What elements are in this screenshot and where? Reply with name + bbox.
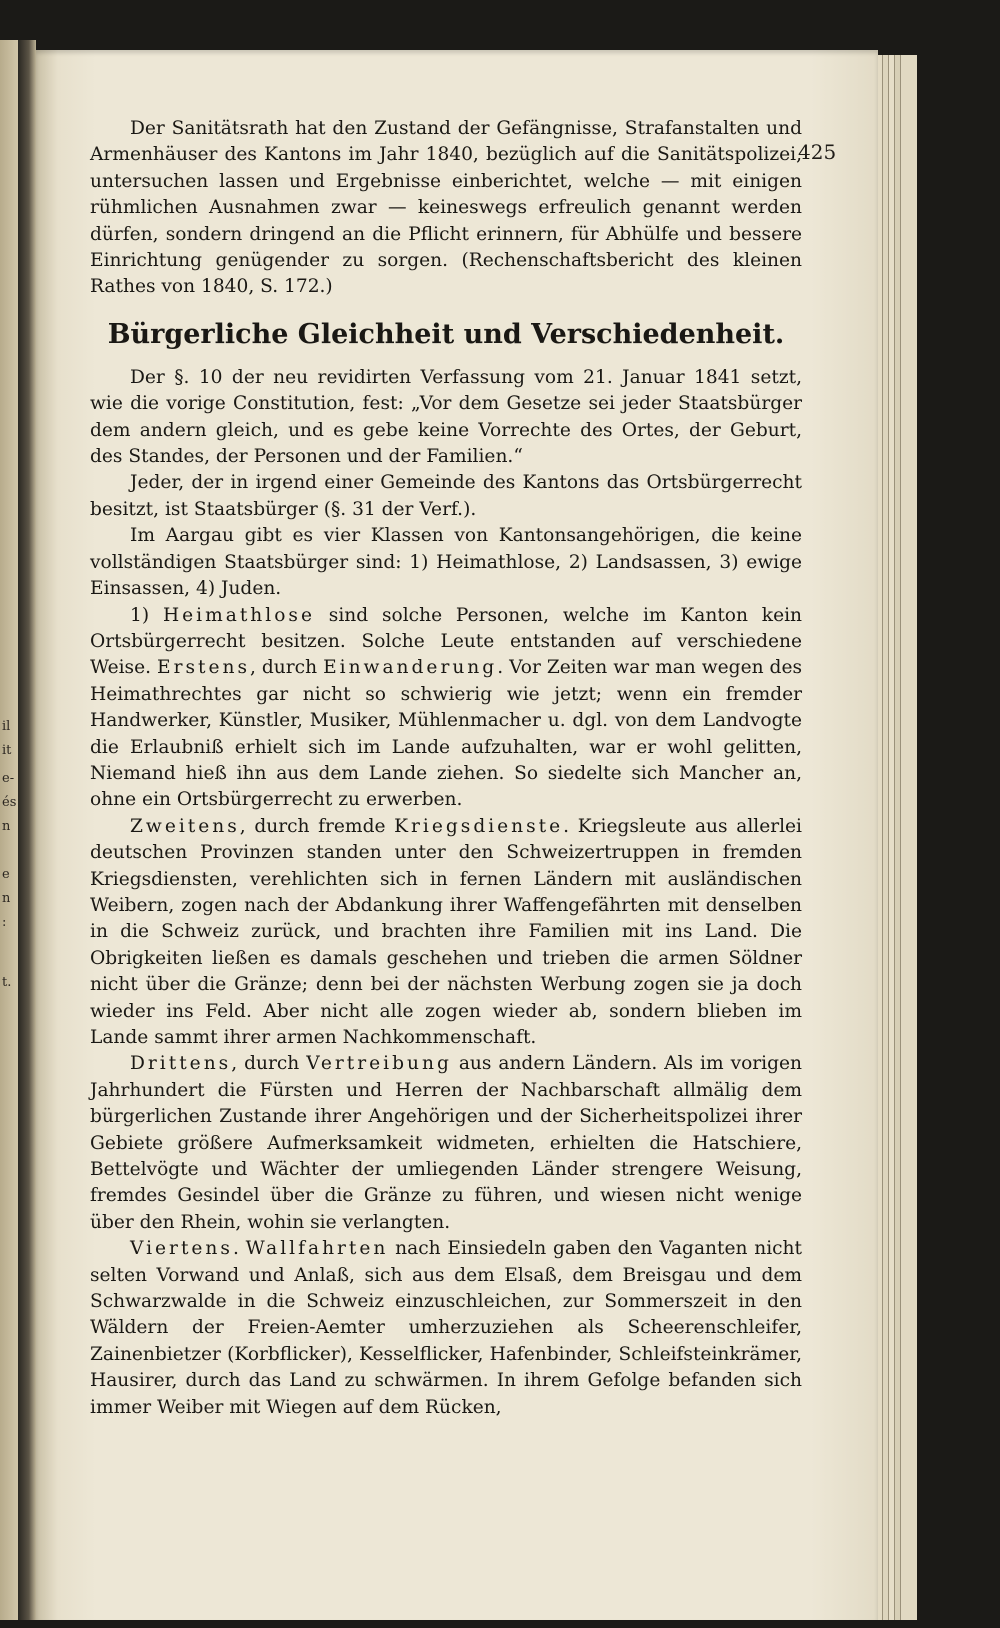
paragraph-text: , durch fremde [239, 815, 395, 837]
term-zweitens: Zweitens [130, 815, 240, 837]
paragraph-text: aus andern Ländern. Als im vorigen Jahrhundert die Fürsten und Herren der Nachbarschaft allmälig dem bürgerlichen Zustande ihrer Angehörigen und der Sicherheitspolizei ihrer Gebiete größere Aufmerksamkeit widmeten, erhielten die Hatschiere, Bettelvögte und Wächter der umliegenden Länder strengere Weisung, fremdes Gesindel über die Gränze zu führen, und wiesen nicht wenige über den Rhein, wohin sie verlangten. [90, 1053, 802, 1233]
margin-fragment: il [2, 719, 11, 734]
paragraph-classes: Im Aargau gibt es vier Klassen von Kantonsangehörigen, die keine vollständigen Staatsbürger sind: 1) Heimathlose, 2) Landsassen, 3) ewige Einsassen, 4) Juden. [90, 525, 802, 600]
margin-fragment: : [2, 915, 7, 930]
term-einwanderung: Einwanderung [323, 657, 498, 679]
intro-paragraph: Der Sanitätsrath hat den Zustand der Gefängnisse, Strafanstalten und Armenhäuser des Kantons im Jahr 1840, bezüglich auf die Sanitätspolizei, untersuchen lassen und Ergebnisse einberichtet, welche — mit einigen rühmlichen Ausnahmen zwar — keineswegs erfreulich genannt werden dürfen, sondern dringend an die Pflicht erinnern, für Abhülfe und bessere Einrichtung genügender zu sorgen. (Rechenschaftsbericht des kleinen Rathes von 1840, S. 172.) [90, 118, 802, 298]
paragraph-heimathlose [90, 603, 802, 814]
term-viertens: Viertens [130, 1238, 233, 1260]
paragraph-text: . Vor Zeiten war man wegen des Heimathrechtes gar nicht so schwierig wie jetzt; wenn ein fremder Handwerker, Künstler, Musiker, Mühlenmacher u. dgl. von dem Landvogte die Erlaubniß erhielt sich im Lande aufzuhalten, war er wohl gelitten, Niemand hieß ihn aus dem Lande ziehen. So siedelte sich Mancher an, ohne ein Ortsbürgerrecht zu erwerben. [90, 657, 803, 811]
paragraph-text: , durch [250, 657, 324, 679]
paragraph-zweitens [90, 814, 802, 1052]
margin-fragment: e- [2, 771, 15, 786]
paragraph-text: sind solche Personen, welche im Kanton kein Ortsbürgerrecht besitzen. Solche Leute entstanden auf verschiedene Weise. [90, 604, 802, 679]
page-body [90, 116, 802, 1421]
list-number: 1) [130, 604, 150, 626]
term-drittens: Drittens [130, 1053, 232, 1075]
term-vertreibung: Vertreibung [306, 1053, 452, 1075]
paragraph-drittens [90, 1051, 802, 1236]
page-edge [900, 55, 917, 1620]
paragraph-text: . [232, 1238, 246, 1260]
section-heading: Bürgerliche Gleichheit und Verschiedenheit. [107, 318, 785, 350]
margin-fragment: t. [2, 975, 12, 990]
margin-fragment: e [2, 867, 10, 882]
margin-fragment: n [2, 819, 11, 834]
paragraph-text: , durch [231, 1053, 307, 1075]
term-erstens: Erstens [157, 657, 250, 679]
paragraph-viertens [90, 1236, 802, 1421]
paragraph-citizenship: Jeder, der in irgend einer Gemeinde des Kantons das Ortsbürgerrecht besitzt, ist Staatsbürger (§. 31 der Verf.). [90, 472, 802, 520]
paragraph-text: nach Einsiedeln gaben den Vaganten nicht selten Vorwand und Anlaß, sich aus dem Elsaß, dem Breisgau und dem Schwarzwalde in die Schweiz einzuschleichen, zur Sommerszeit in den Wäldern der Freien-Aemter umherzuziehen als Scheerenschleifer, Zainenbietzer (Korbflicker), Kesselflicker, Hafenbinder, Schleifsteinkrämer, Hausirer, durch das Land zu schwärmen. In ihrem Gefolge befanden sich immer Weiber mit Wiegen auf dem Rücken, [90, 1238, 803, 1418]
term-heimathlose: Heimathlose [162, 604, 315, 626]
paragraph-text: . Kriegsleute aus allerlei deutschen Provinzen standen unter den Schweizertruppen in fremden Kriegsdiensten, verehlichten sich in fernen Ländern mit ausländischen Weibern, zogen nach der Abdankung ihrer Waffengefährten mit denselben in die Schweiz zurück, und brachten ihre Familien mit ins Land. Die Obrigkeiten ließen es damals geschehen und trieben die armen Söldner nicht über die Gränze; denn bei der nächsten Werbung zogen sie ja doch wieder ins Feld. Aber nicht alle zogen wieder ab, sondern blieben im Lande sammt ihrer armen Nachkommenschaft. [90, 815, 803, 1048]
term-wallfahrten: Wallfahrten [245, 1238, 389, 1260]
margin-fragment: it [2, 743, 12, 758]
margin-fragment: n [2, 891, 11, 906]
paragraph-constitution: Der §. 10 der neu revidirten Verfassung vom 21. Januar 1841 setzt, wie die vorige Constitution, fest: „Vor dem Gesetze sei jeder Staatsbürger dem andern gleich, und es gebe keine Vorrechte des Ortes, der Geburt, des Standes, der Personen und der Familien.“ [90, 366, 802, 468]
adjacent-page-text [0, 40, 18, 1620]
page-number: 425 [798, 140, 837, 164]
margin-fragment: és [2, 795, 17, 810]
book-binding-shadow [18, 40, 36, 1620]
term-kriegsdienste: Kriegsdienste [394, 815, 564, 837]
